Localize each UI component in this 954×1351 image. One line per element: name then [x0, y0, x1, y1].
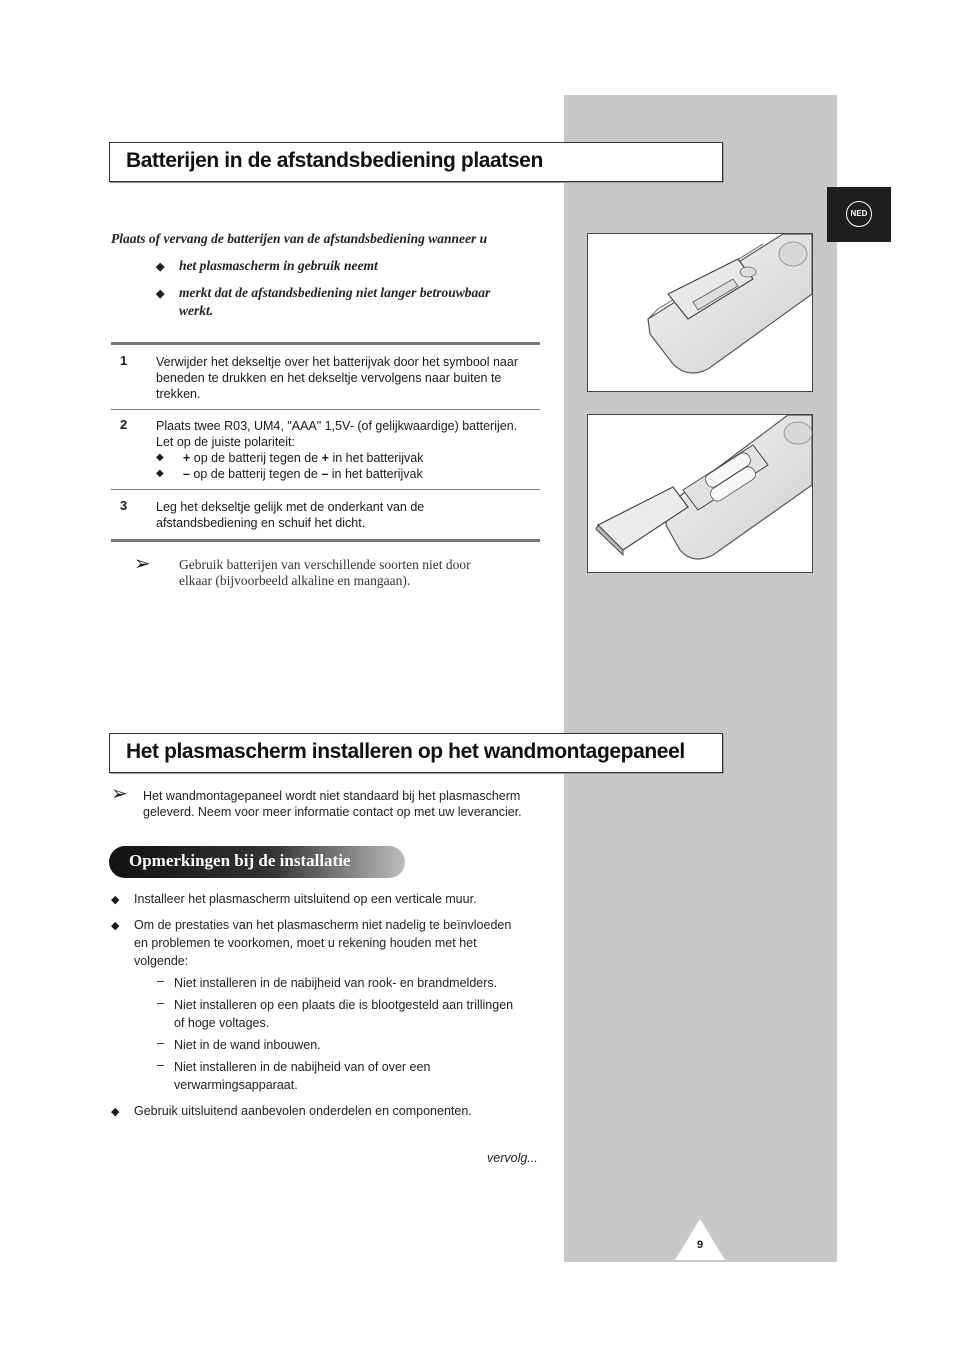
table-row-divider — [111, 409, 540, 410]
wallmount-note — [143, 788, 522, 820]
item-line: Installeer het plasmascherm uitsluitend op een verticale muur. — [134, 892, 477, 906]
installation-subitem-1 — [174, 974, 497, 992]
battery-note — [179, 557, 471, 589]
polarity-row — [156, 466, 540, 482]
installation-item-2 — [134, 916, 511, 970]
item-line: Om de prestaties van het plasmascherm niet nadelig te beïnvloeden — [134, 918, 512, 932]
installation-subitem-2 — [174, 996, 513, 1032]
diamond-bullet-icon: ◆ — [156, 452, 164, 463]
remote-battery-illustration — [587, 414, 813, 573]
installation-subitem-3 — [174, 1036, 321, 1054]
item-line: verwarmingsapparaat. — [174, 1078, 298, 1092]
section-title-batteries: Batterijen in de afstandsbediening plaatsen — [126, 149, 543, 172]
item-line: Gebruik uitsluitend aanbevolen onderdelen en componenten. — [134, 1104, 472, 1118]
section-title-box-batteries — [109, 142, 723, 182]
item-line: of hoge voltages. — [174, 1016, 270, 1030]
continued-label: vervolg... — [487, 1151, 538, 1165]
note-line: geleverd. Neem voor meer informatie contact op met uw leverancier. — [143, 805, 522, 819]
polarity-text: op de batterij tegen de — [189, 467, 322, 481]
item-line: Niet installeren in de nabijheid van rook- en brandmelders. — [174, 976, 498, 990]
minus-sign: – — [183, 467, 190, 481]
step-line: Let op de juiste polariteit: — [156, 435, 295, 449]
intro-text: Plaats of vervang de batterijen van de afstandsbediening wanneer u — [111, 231, 488, 246]
note-line: elkaar (bijvoorbeeld alkaline en mangaan). — [179, 573, 411, 588]
polarity-text: op de batterij tegen de — [190, 451, 322, 465]
item-line: Niet installeren op een plaats die is blootgesteld aan trillingen — [174, 998, 514, 1012]
minus-sign: – — [321, 467, 329, 481]
diamond-bullet-icon: ◆ — [111, 894, 120, 906]
step-number: 1 — [120, 353, 128, 368]
diamond-bullet-icon: ◆ — [156, 468, 164, 479]
bullet-text-cont: werkt. — [179, 303, 214, 318]
step-3-text — [156, 499, 540, 531]
step-line: Leg het dekseltje gelijk met de onderkant van de — [156, 500, 425, 514]
remote-control-icon — [588, 234, 812, 391]
step-number: 2 — [120, 417, 128, 432]
diamond-bullet-icon: ◆ — [156, 261, 165, 273]
subheading-installation: Opmerkingen bij de installatie — [129, 851, 351, 870]
polarity-text: in het batterijvak — [328, 451, 424, 465]
table-bottom-rule — [111, 539, 540, 542]
diamond-bullet-icon: ◆ — [111, 1106, 120, 1118]
step-line: beneden te drukken en het dekseltje vervolgens naar buiten te — [156, 371, 502, 385]
polarity-row — [156, 450, 540, 466]
note-arrow-icon: ➢ — [111, 783, 128, 805]
dash-bullet: – — [157, 996, 164, 1010]
item-line: Niet in de wand inbouwen. — [174, 1038, 321, 1052]
step-line: Plaats twee R03, UM4, "AAA" 1,5V- (of gelijkwaardige) batterijen. — [156, 419, 518, 433]
installation-item-1 — [134, 890, 477, 908]
remote-cover-illustration — [587, 233, 813, 392]
section-title-box-wallmount — [109, 733, 723, 773]
bullet-text: merkt dat de afstandsbediening niet langer betrouwbaar — [179, 285, 491, 300]
page-number: 9 — [696, 1239, 704, 1251]
polarity-text: in het batterijvak — [328, 467, 423, 481]
note-line: Gebruik batterijen van verschillende soorten niet door — [179, 557, 471, 572]
installation-subitem-4 — [174, 1058, 430, 1094]
step-line: Verwijder het dekseltje over het batterijvak door het symbool naar — [156, 355, 518, 369]
item-line: Niet installeren in de nabijheid van of over een — [174, 1060, 431, 1074]
language-label: NED — [846, 201, 872, 227]
dash-bullet: – — [157, 1036, 164, 1050]
dash-bullet: – — [157, 974, 164, 988]
note-line: Het wandmontagepaneel wordt niet standaard bij het plasmascherm — [143, 789, 521, 803]
subheading-pill — [109, 846, 405, 878]
bullet-text: het plasmascherm in gebruik neemt — [179, 258, 378, 273]
table-top-rule — [111, 342, 540, 345]
item-line: en problemen te voorkomen, moet u rekening houden met het — [134, 936, 477, 950]
table-row-divider — [111, 489, 540, 490]
step-line: trekken. — [156, 387, 201, 401]
installation-item-3 — [134, 1102, 472, 1120]
section-title-wallmount: Het plasmascherm installeren op het wandmontagepaneel — [126, 740, 685, 763]
step-2-text — [156, 418, 540, 482]
language-tab — [827, 187, 891, 242]
step-line: afstandsbediening en schuif het dicht. — [156, 516, 366, 530]
diamond-bullet-icon: ◆ — [111, 920, 120, 932]
plus-sign: + — [321, 451, 329, 465]
step-1-text — [156, 354, 540, 402]
step-number: 3 — [120, 498, 128, 513]
remote-battery-icon — [588, 415, 812, 572]
dash-bullet: – — [157, 1058, 164, 1072]
diamond-bullet-icon: ◆ — [156, 288, 165, 300]
note-arrow-icon: ➢ — [134, 553, 151, 575]
item-line: volgende: — [134, 954, 189, 968]
plus-sign: + — [183, 451, 191, 465]
